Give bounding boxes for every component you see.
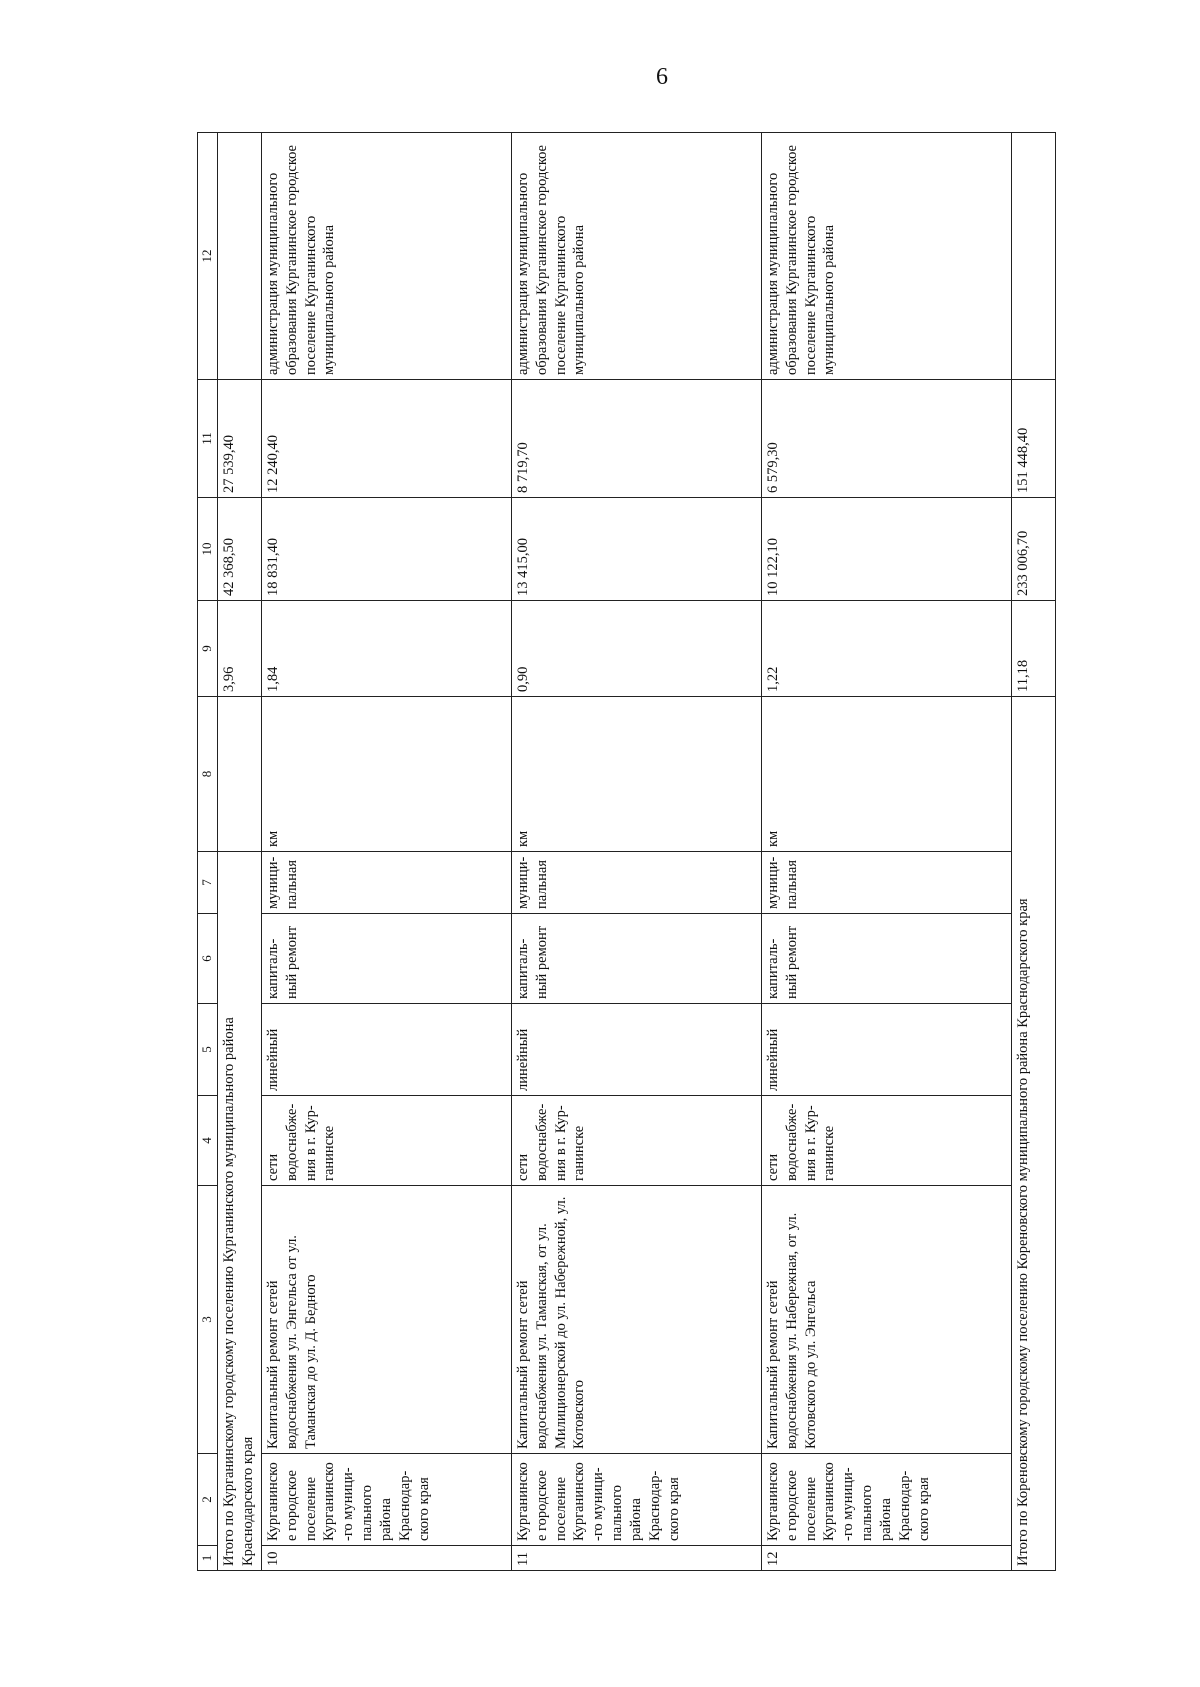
col-header: 10 xyxy=(198,498,218,601)
col-header: 6 xyxy=(198,914,218,1004)
summary-unit-empty xyxy=(1011,697,1055,852)
col-header: 9 xyxy=(198,601,218,697)
work-cell: капиталь-ный ремонт xyxy=(761,914,1011,1004)
object-name-cell: Капитальный ремонт сетей водоснабжения ул. Набережная, от ул. Котовского до ул. Энгельса xyxy=(761,1186,1011,1454)
summary-row-kurganinsk xyxy=(217,133,261,1571)
summary-cost-total: 233 006,70 xyxy=(1011,498,1055,601)
unit-cell: км xyxy=(511,697,761,852)
row-number: 10 xyxy=(261,1546,511,1571)
summary-unit-empty xyxy=(217,697,261,852)
registry-table xyxy=(197,132,1056,1571)
settlement-cell: Курганинское городское поселение Курганинско-го муници-пального района Краснодар-ского края xyxy=(761,1454,1011,1546)
summary-cost-part: 151 448,40 xyxy=(1011,380,1055,498)
length-cell: 1,22 xyxy=(761,601,1011,697)
summary-length: 11,18 xyxy=(1011,601,1055,697)
col-header: 3 xyxy=(198,1186,218,1454)
cost-total-cell: 10 122,10 xyxy=(761,498,1011,601)
table-row xyxy=(511,133,761,1571)
work-cell: капиталь-ный ремонт xyxy=(511,914,761,1004)
settlement-cell: Курганинское городское поселение Курганинско-го муници-пального района Краснодар-ского края xyxy=(511,1454,761,1546)
object-name-cell: Капитальный ремонт сетей водоснабжения ул. Энгельса от ул. Таманская до ул. Д. Бедного xyxy=(261,1186,511,1454)
col-header: 2 xyxy=(198,1454,218,1546)
cost-part-cell: 12 240,40 xyxy=(261,380,511,498)
unit-cell: км xyxy=(761,697,1011,852)
ownership-cell: муници-пальная xyxy=(761,852,1011,914)
summary-row-korenovsk xyxy=(1011,133,1055,1571)
col-header: 4 xyxy=(198,1096,218,1186)
cost-part-cell: 8 719,70 xyxy=(511,380,761,498)
cost-total-cell: 13 415,00 xyxy=(511,498,761,601)
object-name-cell: Капитальный ремонт сетей водоснабжения ул. Таманская, от ул. Милиционерской до ул. Набережной, ул. Котовского xyxy=(511,1186,761,1454)
summary-cost-part: 27 539,40 xyxy=(217,380,261,498)
customer-cell: администрация муниципального образования Курганинское городское поселение Курганинского муниципального района xyxy=(761,133,1011,380)
page-number: 6 xyxy=(656,64,668,90)
summary-cost-total: 42 368,50 xyxy=(217,498,261,601)
length-cell: 0,90 xyxy=(511,601,761,697)
summary-customer-empty xyxy=(1011,133,1055,380)
col-header: 7 xyxy=(198,852,218,914)
col-header: 5 xyxy=(198,1004,218,1096)
length-cell: 1,84 xyxy=(261,601,511,697)
row-number: 12 xyxy=(761,1546,1011,1571)
customer-cell: администрация муниципального образования Курганинское городское поселение Курганинского муниципального района xyxy=(261,133,511,380)
type-cell: линейный xyxy=(761,1004,1011,1096)
type-cell: линейный xyxy=(261,1004,511,1096)
ownership-cell: муници-пальная xyxy=(261,852,511,914)
col-header: 11 xyxy=(198,380,218,498)
summary-length: 3,96 xyxy=(217,601,261,697)
object-cell: сети водоснабже-ния в г. Кур-ганинске xyxy=(761,1096,1011,1186)
settlement-cell: Курганинское городское поселение Курганинско-го муници-пального района Краснодар-ского края xyxy=(261,1454,511,1546)
cost-part-cell: 6 579,30 xyxy=(761,380,1011,498)
column-number-row xyxy=(198,133,218,1571)
work-cell: капиталь-ный ремонт xyxy=(261,914,511,1004)
summary-label: Итого по Кореновскому городскому поселению Кореновского муниципального района Краснодарского края xyxy=(1011,852,1055,1571)
type-cell: линейный xyxy=(511,1004,761,1096)
unit-cell: км xyxy=(261,697,511,852)
summary-customer-empty xyxy=(217,133,261,380)
col-header: 1 xyxy=(198,1546,218,1571)
cost-total-cell: 18 831,40 xyxy=(261,498,511,601)
ownership-cell: муници-пальная xyxy=(511,852,761,914)
object-cell: сети водоснабже-ния в г. Кур-ганинске xyxy=(261,1096,511,1186)
rotated-table-wrapper xyxy=(197,133,1054,1571)
customer-cell: администрация муниципального образования Курганинское городское поселение Курганинского муниципального района xyxy=(511,133,761,380)
col-header: 12 xyxy=(198,133,218,380)
table-row xyxy=(761,133,1011,1571)
summary-empty xyxy=(217,852,261,914)
row-number: 11 xyxy=(511,1546,761,1571)
col-header: 8 xyxy=(198,697,218,852)
object-cell: сети водоснабже-ния в г. Кур-ганинске xyxy=(511,1096,761,1186)
summary-label: Итого по Курганинскому городскому поселению Курганинского муниципального района Краснодарского края xyxy=(217,914,261,1571)
table-row xyxy=(261,133,511,1571)
